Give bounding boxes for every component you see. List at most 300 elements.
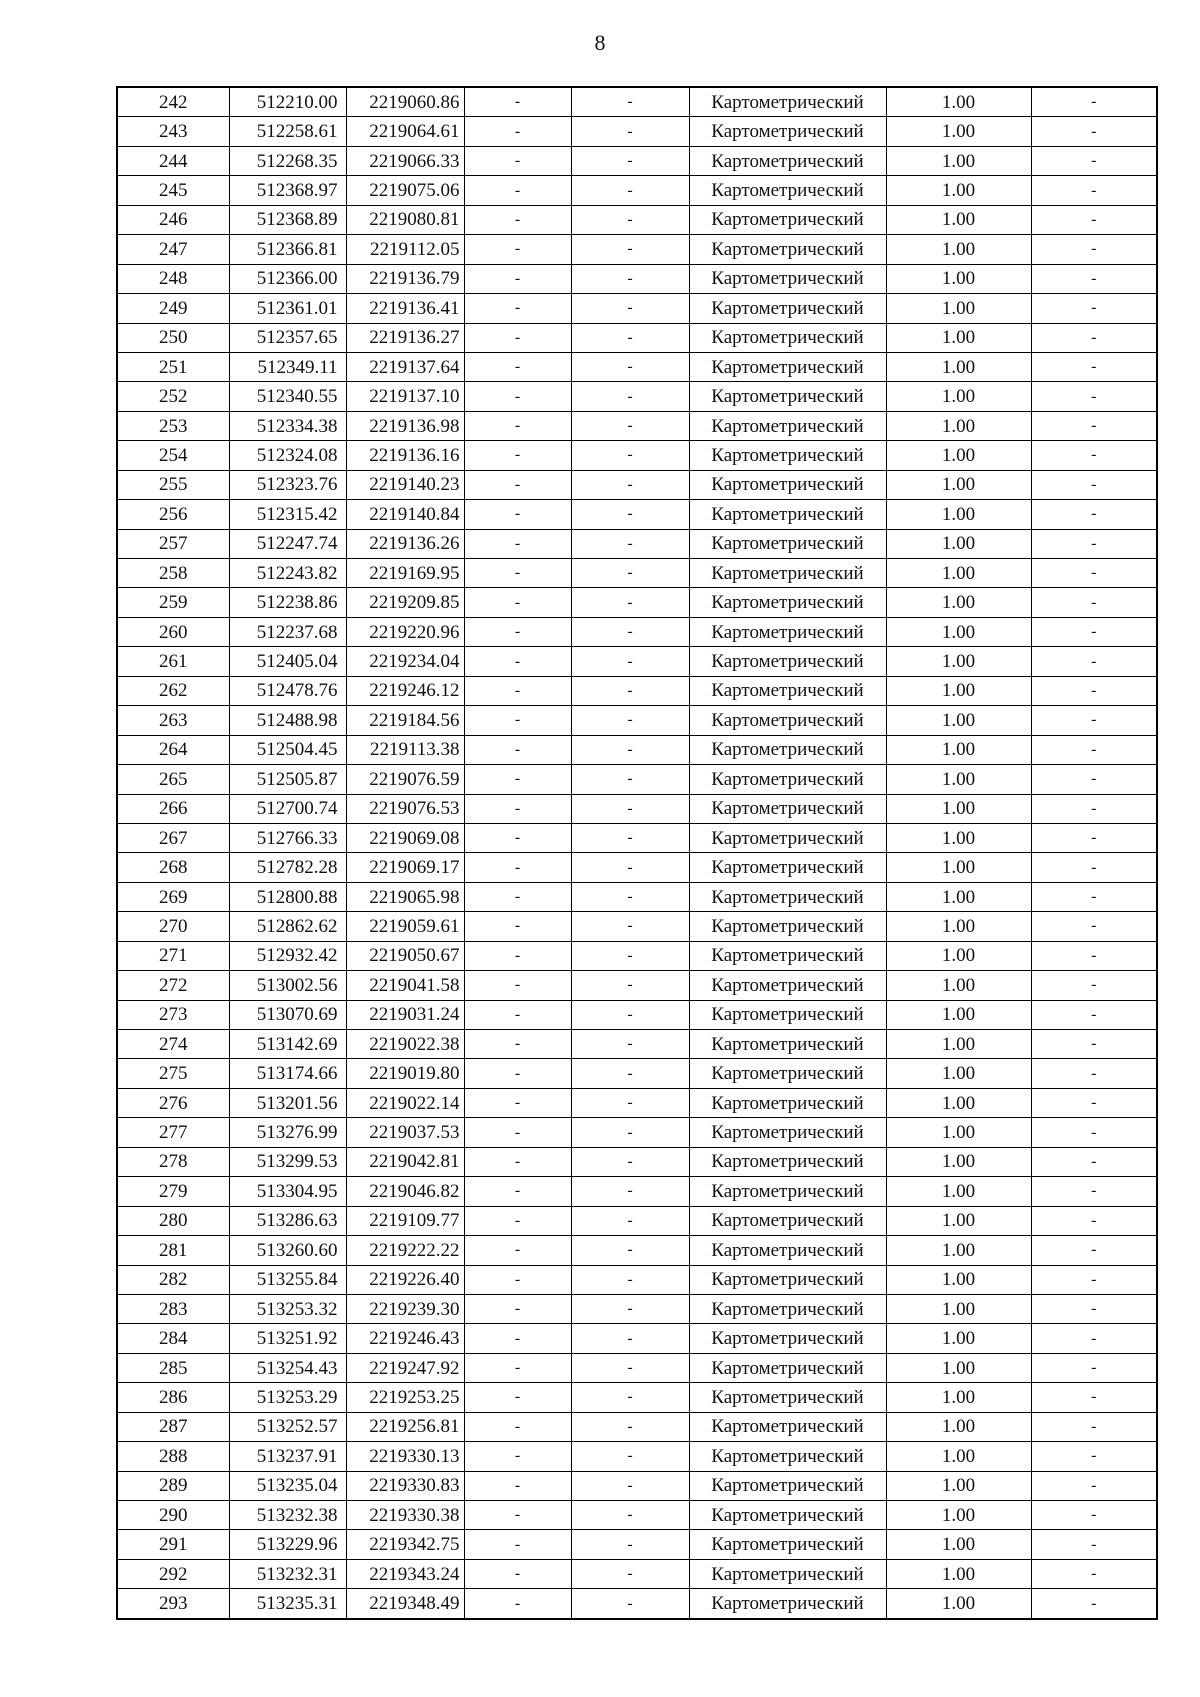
y-coordinate-cell: 2219140.23 bbox=[346, 470, 464, 499]
col-dash-2-cell: - bbox=[571, 264, 689, 293]
y-coordinate-cell: 2219220.96 bbox=[346, 617, 464, 646]
accuracy-cell: 1.00 bbox=[886, 1294, 1031, 1323]
point-number-cell: 287 bbox=[117, 1412, 229, 1441]
col-dash-1-cell: - bbox=[464, 235, 571, 264]
y-coordinate-cell: 2219330.38 bbox=[346, 1501, 464, 1530]
col-dash-1-cell: - bbox=[464, 617, 571, 646]
accuracy-cell: 1.00 bbox=[886, 1559, 1031, 1588]
table-row bbox=[117, 647, 1157, 676]
point-number-cell: 282 bbox=[117, 1265, 229, 1294]
col-dash-2-cell: - bbox=[571, 853, 689, 882]
point-number-cell: 283 bbox=[117, 1294, 229, 1323]
accuracy-cell: 1.00 bbox=[886, 1236, 1031, 1265]
x-coordinate-cell: 512405.04 bbox=[229, 647, 346, 676]
col-dash-1-cell: - bbox=[464, 323, 571, 352]
method-cell: Картометрический bbox=[689, 411, 886, 440]
col-dash-2-cell: - bbox=[571, 1589, 689, 1619]
col-dash-1-cell: - bbox=[464, 1501, 571, 1530]
col-dash-3-cell: - bbox=[1031, 1353, 1157, 1382]
y-coordinate-cell: 2219109.77 bbox=[346, 1206, 464, 1235]
method-cell: Картометрический bbox=[689, 735, 886, 764]
col-dash-2-cell: - bbox=[571, 323, 689, 352]
col-dash-2-cell: - bbox=[571, 1412, 689, 1441]
col-dash-3-cell: - bbox=[1031, 1206, 1157, 1235]
table-row bbox=[117, 1559, 1157, 1588]
x-coordinate-cell: 512357.65 bbox=[229, 323, 346, 352]
method-cell: Картометрический bbox=[689, 176, 886, 205]
col-dash-1-cell: - bbox=[464, 1412, 571, 1441]
col-dash-3-cell: - bbox=[1031, 235, 1157, 264]
table-row bbox=[117, 1353, 1157, 1382]
point-number-cell: 250 bbox=[117, 323, 229, 352]
table-row bbox=[117, 117, 1157, 146]
col-dash-3-cell: - bbox=[1031, 1030, 1157, 1059]
col-dash-2-cell: - bbox=[571, 765, 689, 794]
accuracy-cell: 1.00 bbox=[886, 1118, 1031, 1147]
x-coordinate-cell: 512258.61 bbox=[229, 117, 346, 146]
col-dash-1-cell: - bbox=[464, 706, 571, 735]
table-row bbox=[117, 1147, 1157, 1176]
x-coordinate-cell: 512368.89 bbox=[229, 205, 346, 234]
point-number-cell: 242 bbox=[117, 87, 229, 117]
y-coordinate-cell: 2219136.27 bbox=[346, 323, 464, 352]
col-dash-1-cell: - bbox=[464, 1353, 571, 1382]
col-dash-3-cell: - bbox=[1031, 1412, 1157, 1441]
y-coordinate-cell: 2219256.81 bbox=[346, 1412, 464, 1441]
accuracy-cell: 1.00 bbox=[886, 941, 1031, 970]
accuracy-cell: 1.00 bbox=[886, 1383, 1031, 1412]
accuracy-cell: 1.00 bbox=[886, 1206, 1031, 1235]
y-coordinate-cell: 2219050.67 bbox=[346, 941, 464, 970]
method-cell: Картометрический bbox=[689, 1383, 886, 1412]
method-cell: Картометрический bbox=[689, 470, 886, 499]
y-coordinate-cell: 2219113.38 bbox=[346, 735, 464, 764]
accuracy-cell: 1.00 bbox=[886, 1147, 1031, 1176]
x-coordinate-cell: 513299.53 bbox=[229, 1147, 346, 1176]
y-coordinate-cell: 2219136.26 bbox=[346, 529, 464, 558]
col-dash-2-cell: - bbox=[571, 1147, 689, 1176]
y-coordinate-cell: 2219226.40 bbox=[346, 1265, 464, 1294]
table-row bbox=[117, 823, 1157, 852]
x-coordinate-cell: 513260.60 bbox=[229, 1236, 346, 1265]
col-dash-1-cell: - bbox=[464, 1324, 571, 1353]
table-row bbox=[117, 176, 1157, 205]
col-dash-3-cell: - bbox=[1031, 146, 1157, 175]
y-coordinate-cell: 2219246.12 bbox=[346, 676, 464, 705]
point-number-cell: 243 bbox=[117, 117, 229, 146]
point-number-cell: 253 bbox=[117, 411, 229, 440]
col-dash-1-cell: - bbox=[464, 1236, 571, 1265]
col-dash-3-cell: - bbox=[1031, 1383, 1157, 1412]
x-coordinate-cell: 512478.76 bbox=[229, 676, 346, 705]
table-row bbox=[117, 1030, 1157, 1059]
col-dash-1-cell: - bbox=[464, 1177, 571, 1206]
y-coordinate-cell: 2219059.61 bbox=[346, 912, 464, 941]
y-coordinate-cell: 2219343.24 bbox=[346, 1559, 464, 1588]
point-number-cell: 292 bbox=[117, 1559, 229, 1588]
table-row bbox=[117, 735, 1157, 764]
table-row bbox=[117, 588, 1157, 617]
method-cell: Картометрический bbox=[689, 1442, 886, 1471]
col-dash-1-cell: - bbox=[464, 882, 571, 911]
accuracy-cell: 1.00 bbox=[886, 647, 1031, 676]
method-cell: Картометрический bbox=[689, 205, 886, 234]
table-row bbox=[117, 1177, 1157, 1206]
x-coordinate-cell: 512782.28 bbox=[229, 853, 346, 882]
point-number-cell: 260 bbox=[117, 617, 229, 646]
table-row bbox=[117, 1000, 1157, 1029]
col-dash-2-cell: - bbox=[571, 529, 689, 558]
col-dash-2-cell: - bbox=[571, 912, 689, 941]
y-coordinate-cell: 2219022.14 bbox=[346, 1088, 464, 1117]
point-number-cell: 275 bbox=[117, 1059, 229, 1088]
col-dash-2-cell: - bbox=[571, 559, 689, 588]
point-number-cell: 270 bbox=[117, 912, 229, 941]
col-dash-3-cell: - bbox=[1031, 1147, 1157, 1176]
accuracy-cell: 1.00 bbox=[886, 1177, 1031, 1206]
y-coordinate-cell: 2219069.17 bbox=[346, 853, 464, 882]
x-coordinate-cell: 513142.69 bbox=[229, 1030, 346, 1059]
y-coordinate-cell: 2219209.85 bbox=[346, 588, 464, 617]
col-dash-3-cell: - bbox=[1031, 1589, 1157, 1619]
y-coordinate-cell: 2219239.30 bbox=[346, 1294, 464, 1323]
table-row bbox=[117, 882, 1157, 911]
col-dash-1-cell: - bbox=[464, 294, 571, 323]
method-cell: Картометрический bbox=[689, 1030, 886, 1059]
col-dash-3-cell: - bbox=[1031, 1559, 1157, 1588]
col-dash-1-cell: - bbox=[464, 1559, 571, 1588]
table-row bbox=[117, 1530, 1157, 1559]
y-coordinate-cell: 2219076.53 bbox=[346, 794, 464, 823]
accuracy-cell: 1.00 bbox=[886, 1412, 1031, 1441]
point-number-cell: 279 bbox=[117, 1177, 229, 1206]
accuracy-cell: 1.00 bbox=[886, 706, 1031, 735]
method-cell: Картометрический bbox=[689, 559, 886, 588]
col-dash-3-cell: - bbox=[1031, 617, 1157, 646]
col-dash-1-cell: - bbox=[464, 1265, 571, 1294]
accuracy-cell: 1.00 bbox=[886, 559, 1031, 588]
col-dash-2-cell: - bbox=[571, 411, 689, 440]
x-coordinate-cell: 512334.38 bbox=[229, 411, 346, 440]
point-number-cell: 276 bbox=[117, 1088, 229, 1117]
x-coordinate-cell: 512324.08 bbox=[229, 441, 346, 470]
col-dash-1-cell: - bbox=[464, 559, 571, 588]
point-number-cell: 259 bbox=[117, 588, 229, 617]
col-dash-1-cell: - bbox=[464, 1294, 571, 1323]
point-number-cell: 266 bbox=[117, 794, 229, 823]
point-number-cell: 271 bbox=[117, 941, 229, 970]
table-row bbox=[117, 1471, 1157, 1500]
col-dash-2-cell: - bbox=[571, 205, 689, 234]
y-coordinate-cell: 2219136.79 bbox=[346, 264, 464, 293]
x-coordinate-cell: 513235.31 bbox=[229, 1589, 346, 1619]
y-coordinate-cell: 2219075.06 bbox=[346, 176, 464, 205]
x-coordinate-cell: 513235.04 bbox=[229, 1471, 346, 1500]
x-coordinate-cell: 512368.97 bbox=[229, 176, 346, 205]
table-row bbox=[117, 971, 1157, 1000]
table-row bbox=[117, 529, 1157, 558]
col-dash-1-cell: - bbox=[464, 411, 571, 440]
y-coordinate-cell: 2219169.95 bbox=[346, 559, 464, 588]
accuracy-cell: 1.00 bbox=[886, 1000, 1031, 1029]
point-number-cell: 268 bbox=[117, 853, 229, 882]
col-dash-1-cell: - bbox=[464, 676, 571, 705]
method-cell: Картометрический bbox=[689, 1265, 886, 1294]
x-coordinate-cell: 512340.55 bbox=[229, 382, 346, 411]
col-dash-3-cell: - bbox=[1031, 470, 1157, 499]
table-row bbox=[117, 1442, 1157, 1471]
method-cell: Картометрический bbox=[689, 1353, 886, 1382]
col-dash-2-cell: - bbox=[571, 1471, 689, 1500]
col-dash-1-cell: - bbox=[464, 941, 571, 970]
point-number-cell: 277 bbox=[117, 1118, 229, 1147]
col-dash-2-cell: - bbox=[571, 706, 689, 735]
table-body bbox=[117, 87, 1157, 1619]
col-dash-3-cell: - bbox=[1031, 853, 1157, 882]
col-dash-3-cell: - bbox=[1031, 1088, 1157, 1117]
x-coordinate-cell: 512210.00 bbox=[229, 87, 346, 117]
table-row bbox=[117, 441, 1157, 470]
point-number-cell: 284 bbox=[117, 1324, 229, 1353]
y-coordinate-cell: 2219076.59 bbox=[346, 765, 464, 794]
method-cell: Картометрический bbox=[689, 617, 886, 646]
method-cell: Картометрический bbox=[689, 765, 886, 794]
col-dash-3-cell: - bbox=[1031, 559, 1157, 588]
y-coordinate-cell: 2219022.38 bbox=[346, 1030, 464, 1059]
col-dash-2-cell: - bbox=[571, 1530, 689, 1559]
y-coordinate-cell: 2219246.43 bbox=[346, 1324, 464, 1353]
col-dash-3-cell: - bbox=[1031, 765, 1157, 794]
x-coordinate-cell: 513232.31 bbox=[229, 1559, 346, 1588]
point-number-cell: 289 bbox=[117, 1471, 229, 1500]
x-coordinate-cell: 513286.63 bbox=[229, 1206, 346, 1235]
y-coordinate-cell: 2219112.05 bbox=[346, 235, 464, 264]
method-cell: Картометрический bbox=[689, 676, 886, 705]
y-coordinate-cell: 2219136.98 bbox=[346, 411, 464, 440]
method-cell: Картометрический bbox=[689, 235, 886, 264]
accuracy-cell: 1.00 bbox=[886, 382, 1031, 411]
x-coordinate-cell: 512237.68 bbox=[229, 617, 346, 646]
col-dash-3-cell: - bbox=[1031, 735, 1157, 764]
col-dash-2-cell: - bbox=[571, 1206, 689, 1235]
accuracy-cell: 1.00 bbox=[886, 765, 1031, 794]
col-dash-2-cell: - bbox=[571, 676, 689, 705]
table-row bbox=[117, 1118, 1157, 1147]
col-dash-1-cell: - bbox=[464, 382, 571, 411]
y-coordinate-cell: 2219046.82 bbox=[346, 1177, 464, 1206]
point-number-cell: 281 bbox=[117, 1236, 229, 1265]
col-dash-3-cell: - bbox=[1031, 441, 1157, 470]
x-coordinate-cell: 513304.95 bbox=[229, 1177, 346, 1206]
col-dash-1-cell: - bbox=[464, 117, 571, 146]
table-row bbox=[117, 1412, 1157, 1441]
table-row bbox=[117, 853, 1157, 882]
method-cell: Картометрический bbox=[689, 1177, 886, 1206]
method-cell: Картометрический bbox=[689, 1324, 886, 1353]
accuracy-cell: 1.00 bbox=[886, 617, 1031, 646]
col-dash-2-cell: - bbox=[571, 941, 689, 970]
method-cell: Картометрический bbox=[689, 912, 886, 941]
table-row bbox=[117, 411, 1157, 440]
accuracy-cell: 1.00 bbox=[886, 1324, 1031, 1353]
col-dash-1-cell: - bbox=[464, 1000, 571, 1029]
col-dash-3-cell: - bbox=[1031, 794, 1157, 823]
point-number-cell: 252 bbox=[117, 382, 229, 411]
x-coordinate-cell: 512247.74 bbox=[229, 529, 346, 558]
method-cell: Картометрический bbox=[689, 1236, 886, 1265]
col-dash-3-cell: - bbox=[1031, 87, 1157, 117]
table-row bbox=[117, 706, 1157, 735]
col-dash-2-cell: - bbox=[571, 971, 689, 1000]
table-row bbox=[117, 794, 1157, 823]
method-cell: Картометрический bbox=[689, 1294, 886, 1323]
accuracy-cell: 1.00 bbox=[886, 529, 1031, 558]
coordinates-table bbox=[116, 86, 1158, 1620]
accuracy-cell: 1.00 bbox=[886, 1059, 1031, 1088]
table-row bbox=[117, 912, 1157, 941]
accuracy-cell: 1.00 bbox=[886, 1501, 1031, 1530]
col-dash-2-cell: - bbox=[571, 1177, 689, 1206]
table-row bbox=[117, 1383, 1157, 1412]
col-dash-1-cell: - bbox=[464, 87, 571, 117]
table-row bbox=[117, 264, 1157, 293]
col-dash-2-cell: - bbox=[571, 294, 689, 323]
table-row bbox=[117, 323, 1157, 352]
accuracy-cell: 1.00 bbox=[886, 882, 1031, 911]
col-dash-1-cell: - bbox=[464, 1206, 571, 1235]
table-row bbox=[117, 617, 1157, 646]
method-cell: Картометрический bbox=[689, 1206, 886, 1235]
accuracy-cell: 1.00 bbox=[886, 1442, 1031, 1471]
col-dash-3-cell: - bbox=[1031, 1501, 1157, 1530]
accuracy-cell: 1.00 bbox=[886, 1088, 1031, 1117]
x-coordinate-cell: 513237.91 bbox=[229, 1442, 346, 1471]
col-dash-1-cell: - bbox=[464, 146, 571, 175]
col-dash-1-cell: - bbox=[464, 205, 571, 234]
col-dash-2-cell: - bbox=[571, 1118, 689, 1147]
col-dash-3-cell: - bbox=[1031, 176, 1157, 205]
x-coordinate-cell: 512488.98 bbox=[229, 706, 346, 735]
method-cell: Картометрический bbox=[689, 1118, 886, 1147]
accuracy-cell: 1.00 bbox=[886, 853, 1031, 882]
col-dash-1-cell: - bbox=[464, 470, 571, 499]
accuracy-cell: 1.00 bbox=[886, 676, 1031, 705]
point-number-cell: 246 bbox=[117, 205, 229, 234]
point-number-cell: 254 bbox=[117, 441, 229, 470]
col-dash-2-cell: - bbox=[571, 1353, 689, 1382]
col-dash-3-cell: - bbox=[1031, 1000, 1157, 1029]
col-dash-1-cell: - bbox=[464, 647, 571, 676]
table-row bbox=[117, 382, 1157, 411]
col-dash-1-cell: - bbox=[464, 971, 571, 1000]
x-coordinate-cell: 513232.38 bbox=[229, 1501, 346, 1530]
table-row bbox=[117, 676, 1157, 705]
x-coordinate-cell: 512504.45 bbox=[229, 735, 346, 764]
col-dash-3-cell: - bbox=[1031, 912, 1157, 941]
y-coordinate-cell: 2219136.16 bbox=[346, 441, 464, 470]
x-coordinate-cell: 512800.88 bbox=[229, 882, 346, 911]
col-dash-1-cell: - bbox=[464, 352, 571, 381]
col-dash-1-cell: - bbox=[464, 765, 571, 794]
col-dash-2-cell: - bbox=[571, 647, 689, 676]
y-coordinate-cell: 2219330.13 bbox=[346, 1442, 464, 1471]
col-dash-2-cell: - bbox=[571, 470, 689, 499]
col-dash-2-cell: - bbox=[571, 146, 689, 175]
y-coordinate-cell: 2219041.58 bbox=[346, 971, 464, 1000]
col-dash-1-cell: - bbox=[464, 264, 571, 293]
table-row bbox=[117, 352, 1157, 381]
col-dash-2-cell: - bbox=[571, 500, 689, 529]
col-dash-2-cell: - bbox=[571, 1559, 689, 1588]
col-dash-3-cell: - bbox=[1031, 500, 1157, 529]
col-dash-1-cell: - bbox=[464, 1118, 571, 1147]
col-dash-2-cell: - bbox=[571, 1000, 689, 1029]
col-dash-2-cell: - bbox=[571, 1501, 689, 1530]
accuracy-cell: 1.00 bbox=[886, 1030, 1031, 1059]
col-dash-2-cell: - bbox=[571, 588, 689, 617]
point-number-cell: 273 bbox=[117, 1000, 229, 1029]
accuracy-cell: 1.00 bbox=[886, 971, 1031, 1000]
col-dash-3-cell: - bbox=[1031, 1442, 1157, 1471]
table-row bbox=[117, 1236, 1157, 1265]
y-coordinate-cell: 2219069.08 bbox=[346, 823, 464, 852]
col-dash-3-cell: - bbox=[1031, 411, 1157, 440]
x-coordinate-cell: 513002.56 bbox=[229, 971, 346, 1000]
x-coordinate-cell: 512361.01 bbox=[229, 294, 346, 323]
table-row bbox=[117, 235, 1157, 264]
y-coordinate-cell: 2219136.41 bbox=[346, 294, 464, 323]
col-dash-1-cell: - bbox=[464, 1530, 571, 1559]
point-number-cell: 249 bbox=[117, 294, 229, 323]
y-coordinate-cell: 2219137.64 bbox=[346, 352, 464, 381]
col-dash-2-cell: - bbox=[571, 823, 689, 852]
col-dash-3-cell: - bbox=[1031, 1236, 1157, 1265]
y-coordinate-cell: 2219137.10 bbox=[346, 382, 464, 411]
accuracy-cell: 1.00 bbox=[886, 912, 1031, 941]
x-coordinate-cell: 513201.56 bbox=[229, 1088, 346, 1117]
col-dash-3-cell: - bbox=[1031, 1118, 1157, 1147]
col-dash-3-cell: - bbox=[1031, 117, 1157, 146]
col-dash-2-cell: - bbox=[571, 794, 689, 823]
col-dash-1-cell: - bbox=[464, 823, 571, 852]
method-cell: Картометрический bbox=[689, 529, 886, 558]
accuracy-cell: 1.00 bbox=[886, 235, 1031, 264]
accuracy-cell: 1.00 bbox=[886, 1589, 1031, 1619]
col-dash-1-cell: - bbox=[464, 588, 571, 617]
table-row bbox=[117, 1294, 1157, 1323]
y-coordinate-cell: 2219031.24 bbox=[346, 1000, 464, 1029]
col-dash-2-cell: - bbox=[571, 1088, 689, 1117]
y-coordinate-cell: 2219184.56 bbox=[346, 706, 464, 735]
col-dash-3-cell: - bbox=[1031, 1471, 1157, 1500]
col-dash-2-cell: - bbox=[571, 735, 689, 764]
col-dash-1-cell: - bbox=[464, 500, 571, 529]
col-dash-2-cell: - bbox=[571, 176, 689, 205]
point-number-cell: 264 bbox=[117, 735, 229, 764]
x-coordinate-cell: 513253.29 bbox=[229, 1383, 346, 1412]
accuracy-cell: 1.00 bbox=[886, 1530, 1031, 1559]
table-row bbox=[117, 146, 1157, 175]
point-number-cell: 256 bbox=[117, 500, 229, 529]
y-coordinate-cell: 2219042.81 bbox=[346, 1147, 464, 1176]
x-coordinate-cell: 512238.86 bbox=[229, 588, 346, 617]
col-dash-1-cell: - bbox=[464, 853, 571, 882]
col-dash-3-cell: - bbox=[1031, 294, 1157, 323]
method-cell: Картометрический bbox=[689, 706, 886, 735]
x-coordinate-cell: 513251.92 bbox=[229, 1324, 346, 1353]
point-number-cell: 285 bbox=[117, 1353, 229, 1382]
method-cell: Картометрический bbox=[689, 647, 886, 676]
